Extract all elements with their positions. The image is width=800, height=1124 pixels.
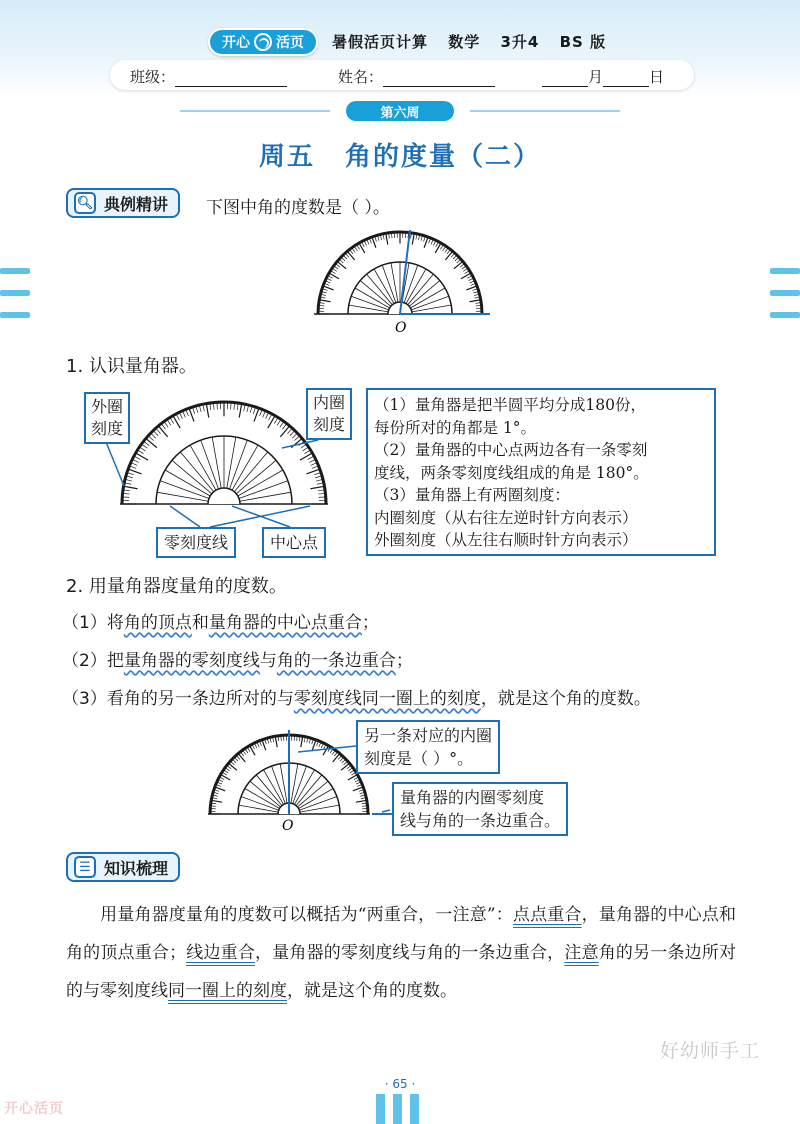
inner-reading-line2: 刻度是（ ）°。 xyxy=(364,749,474,768)
step2-mid: 与 xyxy=(259,651,277,671)
outer-scale-line2: 刻度 xyxy=(91,419,124,438)
summary-p4: 角的另一条边所对的与零刻度线 xyxy=(66,943,737,1001)
lesson-name: 角的度量（二） xyxy=(345,142,542,172)
leader-zero-edge xyxy=(382,810,390,812)
summary-paragraph xyxy=(66,896,736,1010)
lesson-day: 周五 xyxy=(258,142,315,172)
step1-post: ； xyxy=(361,613,379,633)
magnifier-icon: 🔍︎ xyxy=(74,192,96,214)
notebook-icon: ☰ xyxy=(74,856,96,878)
bottom-bars xyxy=(376,1094,419,1124)
summary-u4: 同一圈上的刻度 xyxy=(168,981,287,1001)
step3-pre: （3）看角的另一条边所对的与 xyxy=(62,689,294,709)
step1-pre: （1）将 xyxy=(62,613,124,633)
vertex-label: O xyxy=(282,818,294,834)
summary-p2: ，量角器的中心点和角的顶点重合； xyxy=(66,905,737,963)
center-point-label: 中心点 xyxy=(262,527,326,558)
step1-mid: 和 xyxy=(191,613,209,633)
brand-text-2: 活页 xyxy=(276,35,304,51)
step2-post: ； xyxy=(395,651,413,671)
example-question: 下图中角的度数是（ ）。 xyxy=(206,198,390,218)
week-badge: 第六周 xyxy=(346,101,454,121)
note-line-7: 外圈刻度（从左往右顺时针方向表示） xyxy=(374,531,638,549)
summary-p3: ，量角器的零刻度线与角的一条边重合， xyxy=(255,943,565,963)
step3-post: ，就是这个角的度数。 xyxy=(480,689,651,709)
summary-tag-label: 知识梳理 xyxy=(104,858,169,878)
note-line-3: （2）量角器的中心点两边各有一条零刻 xyxy=(374,441,648,459)
name-label: 姓名： xyxy=(338,68,384,86)
zero-edge-line2: 线与角的一条边重合。 xyxy=(400,811,561,830)
step3-a: 零刻度线同一圈上的刻度 xyxy=(293,689,481,709)
outer-scale-line1: 外圈 xyxy=(91,397,124,416)
subject: 数学 xyxy=(448,33,481,51)
note-line-5: （3）量角器上有两圈刻度： xyxy=(374,486,570,504)
section1-heading: 1. 认识量角器。 xyxy=(66,356,197,377)
vertex-label: O xyxy=(395,320,407,336)
note-line-2: 每份所对的角都是 1°。 xyxy=(374,418,537,437)
summary-p1: 用量角器度量角的度数可以概括为“两重合，一注意”： xyxy=(100,905,513,925)
section2-heading: 2. 用量角器度量角的度数。 xyxy=(66,576,287,597)
summary-tag xyxy=(66,852,180,882)
class-label: 班级： xyxy=(130,68,176,86)
book-name: 暑假活页计算 xyxy=(332,33,429,51)
zero-line-label: 零刻度线 xyxy=(156,527,236,558)
zero-edge-callout xyxy=(392,782,568,836)
summary-u3: 注意 xyxy=(564,943,599,963)
summary-p5: ，就是这个角的度数。 xyxy=(287,981,457,1001)
inner-scale-line1: 内圈 xyxy=(313,393,346,412)
page-number: · 65 · xyxy=(384,1077,416,1091)
step2-a: 量角器的零刻度线 xyxy=(123,651,260,671)
month-label: 月 xyxy=(588,68,604,86)
example-tag-label: 典例精讲 xyxy=(104,194,169,214)
note-line-1: （1）量角器是把半圆平均分成180份， xyxy=(374,396,646,414)
note-line-4: 度线，两条零刻度线组成的角是 180°。 xyxy=(374,463,649,482)
inner-scale-line2: 刻度 xyxy=(313,415,346,434)
summary-u2: 线边重合 xyxy=(186,943,256,963)
note-line-6: 内圈刻度（从右往左逆时针方向表示） xyxy=(374,508,638,527)
edition: BS 版 xyxy=(559,33,607,51)
inner-reading-line1: 另一条对应的内圈 xyxy=(364,726,493,745)
grade: 3升4 xyxy=(500,33,540,51)
inner-reading-callout xyxy=(356,720,500,774)
step1-b: 量角器的中心点重合 xyxy=(208,613,362,633)
brand-text: 开心 xyxy=(222,35,250,51)
leader-inner-reading xyxy=(298,746,356,752)
watermark-text: 好幼师手工 xyxy=(660,1040,761,1062)
footer-brand: 开心活页 xyxy=(4,1101,64,1117)
summary-u1: 点点重合 xyxy=(512,905,582,925)
step2-pre: （2）把 xyxy=(62,651,124,671)
step1-a: 角的顶点 xyxy=(123,613,192,633)
day-label: 日 xyxy=(649,68,665,86)
zero-edge-line1: 量角器的内圈零刻度 xyxy=(400,788,545,807)
step2-b: 角的一条边重合 xyxy=(276,651,396,671)
